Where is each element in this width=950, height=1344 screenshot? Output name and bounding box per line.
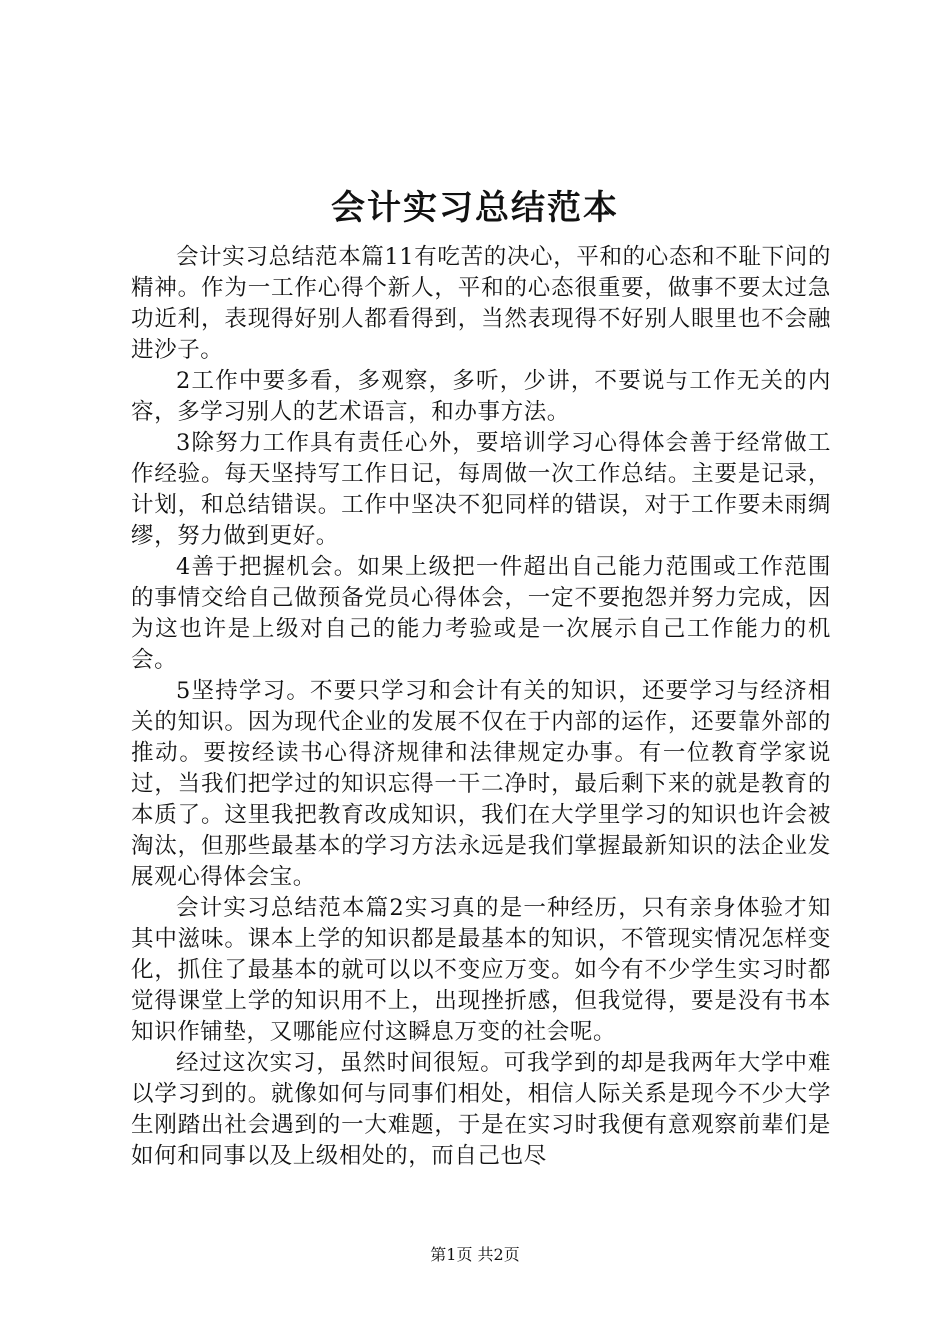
paragraph-1: 会计实习总结范本篇11有吃苦的决心，平和的心态和不耻下问的精神。作为一工作心得个新人，平和的心态很重要，做事不要太过急功近利，表现得好别人都看得到，当然表现得不好别人眼里也不会融进沙子。 (131, 244, 831, 363)
document-body (131, 242, 831, 1172)
paragraph-6: 会计实习总结范本篇2实习真的是一种经历，只有亲身体验才知其中滋味。课本上学的知识都是最基本的知识，不管现实情况怎样变化，抓住了最基本的就可以以不变应万变。如今有不少学生实习时都觉得课堂上学的知识用不上，出现挫折感，但我觉得，要是没有书本知识作铺垫，又哪能应付这瞬息万变的社会呢。 (131, 895, 831, 1045)
paragraph-5: 5坚持学习。不要只学习和会计有关的知识，还要学习与经济相关的知识。因为现代企业的发展不仅在于内部的运作，还要靠外部的推动。要按经读书心得济规律和法律规定办事。有一位教育学家说过，当我们把学过的知识忘得一干二净时，最后剩下来的就是教育的本质了。这里我把教育改成知识，我们在大学里学习的知识也许会被淘汰，但那些最基本的学习方法永远是我们掌握最新知识的法企业发展观心得体会宝。 (131, 678, 831, 890)
paragraph-2: 2工作中要多看，多观察，多听，少讲，不要说与工作无关的内容，多学习别人的艺术语言，和办事方法。 (131, 368, 831, 425)
paragraph-3: 3除努力工作具有责任心外，要培训学习心得体会善于经常做工作经验。每天坚持写工作日记，每周做一次工作总结。主要是记录，计划，和总结错误。工作中坚决不犯同样的错误，对于工作要未雨绸缪，努力做到更好。 (131, 430, 831, 549)
page-number: 第1页 共2页 (430, 1245, 520, 1264)
paragraph-7: 经过这次实习，虽然时间很短。可我学到的却是我两年大学中难以学习到的。就像如何与同事们相处，相信人际关系是现今不少大学生刚踏出社会遇到的一大难题，于是在实习时我便有意观察前辈们是如何和同事以及上级相处的，而自己也尽 (131, 1050, 831, 1169)
document-title: 会计实习总结范本 (331, 188, 619, 228)
paragraph-4: 4善于把握机会。如果上级把一件超出自己能力范围或工作范围的事情交给自己做预备党员心得体会，一定不要抱怨并努力完成，因为这也许是上级对自己的能力考验或是一次展示自己工作能力的机会。 (131, 554, 831, 673)
